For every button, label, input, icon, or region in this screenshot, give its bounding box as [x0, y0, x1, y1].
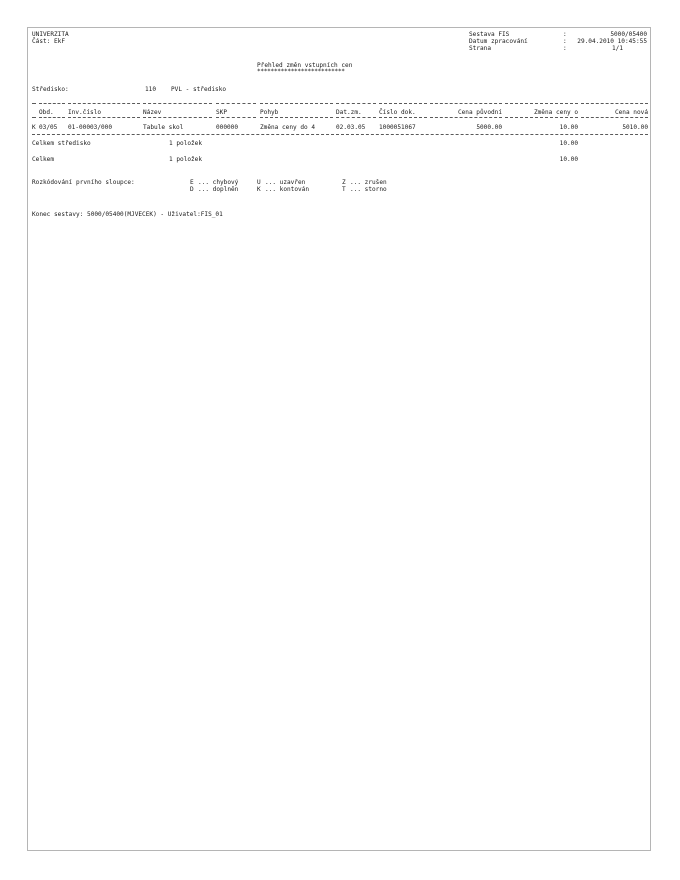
- table-bottom-rule: [32, 134, 648, 135]
- cost-center-code: 110: [145, 86, 157, 93]
- total-all-value: 10.00: [559, 156, 578, 163]
- row-datum: 02.03.05: [336, 124, 366, 131]
- column-header-zmena: Změna ceny o: [533, 109, 578, 116]
- total-center-label: Celkem středisko: [32, 140, 91, 147]
- column-header-nazev: Název: [143, 109, 162, 116]
- total-center-count: 1 položek: [169, 140, 203, 147]
- report-end-line: Konec sestavy: 5000/05400(MJVECEK) - Uživatel:FIS_01: [32, 211, 223, 218]
- legend-code-d: D: [190, 186, 194, 193]
- report-page: [27, 27, 651, 851]
- legend-text-z: ... zrušen: [350, 179, 387, 186]
- legend-text-e: ... chybový: [198, 179, 239, 186]
- legend-code-z: Z: [342, 179, 346, 186]
- total-all-label: Celkem: [32, 156, 55, 163]
- row-cena-puvodni: 5000.00: [476, 124, 502, 131]
- column-header-cena-nova: Cena nová: [614, 109, 648, 116]
- date-separator: :: [563, 38, 567, 45]
- row-skp: 000000: [216, 124, 239, 131]
- column-header-pohyb: Pohyb: [260, 109, 279, 116]
- page-number: 1/1: [611, 45, 623, 52]
- row-nazev: Tabule skol: [143, 124, 184, 131]
- legend-code-t: T: [342, 186, 346, 193]
- row-cena-nova: 5010.00: [622, 124, 648, 131]
- row-obd: 03/05: [39, 124, 58, 131]
- organization-name: UNIVERZITA: [32, 31, 69, 38]
- legend-text-u: ... uzavřen: [265, 179, 306, 186]
- legend-code-e: E: [190, 179, 194, 186]
- processing-date: 29.04.2010 10:45:55: [577, 38, 647, 45]
- report-title: Přehled změn vstupních cen: [257, 62, 353, 69]
- column-header-inv: Inv.číslo: [68, 109, 102, 116]
- row-zmena: 10.00: [559, 124, 578, 131]
- report-number: 5000/05400: [610, 31, 647, 38]
- legend-text-d: ... doplněn: [198, 186, 239, 193]
- date-label: Datum zpracování: [469, 38, 528, 45]
- column-header-obd: Obd.: [39, 109, 54, 116]
- cost-center-name: PVL - středisko: [171, 86, 227, 93]
- legend-title: Rozkódování prvního sloupce:: [32, 179, 135, 186]
- total-center-value: 10.00: [559, 140, 578, 147]
- total-all-count: 1 položek: [169, 156, 203, 163]
- column-header-skp: SKP: [216, 109, 228, 116]
- row-inv: 01-00003/000: [68, 124, 113, 131]
- legend-code-k: K: [257, 186, 261, 193]
- report-separator: :: [563, 31, 567, 38]
- column-header-cena-puvodni: Cena původní: [457, 109, 502, 116]
- row-flag: K: [32, 124, 36, 131]
- column-header-doklad: Číslo dok.: [379, 109, 416, 116]
- row-pohyb: Změna ceny do 4: [260, 124, 316, 131]
- legend-text-t: ... storno: [350, 186, 387, 193]
- row-doklad: 1000051067: [379, 124, 416, 131]
- organization-part: Část: EkF: [32, 38, 66, 45]
- page-label: Strana: [469, 45, 492, 52]
- column-header-datum: Dat.zm.: [336, 109, 362, 116]
- report-label: Sestava FIS: [469, 31, 510, 38]
- legend-text-k: ... kontován: [265, 186, 310, 193]
- legend-code-u: U: [257, 179, 261, 186]
- page-separator: :: [563, 45, 567, 52]
- cost-center-label: Středisko:: [32, 86, 69, 93]
- report-title-underline: **************************: [257, 68, 345, 75]
